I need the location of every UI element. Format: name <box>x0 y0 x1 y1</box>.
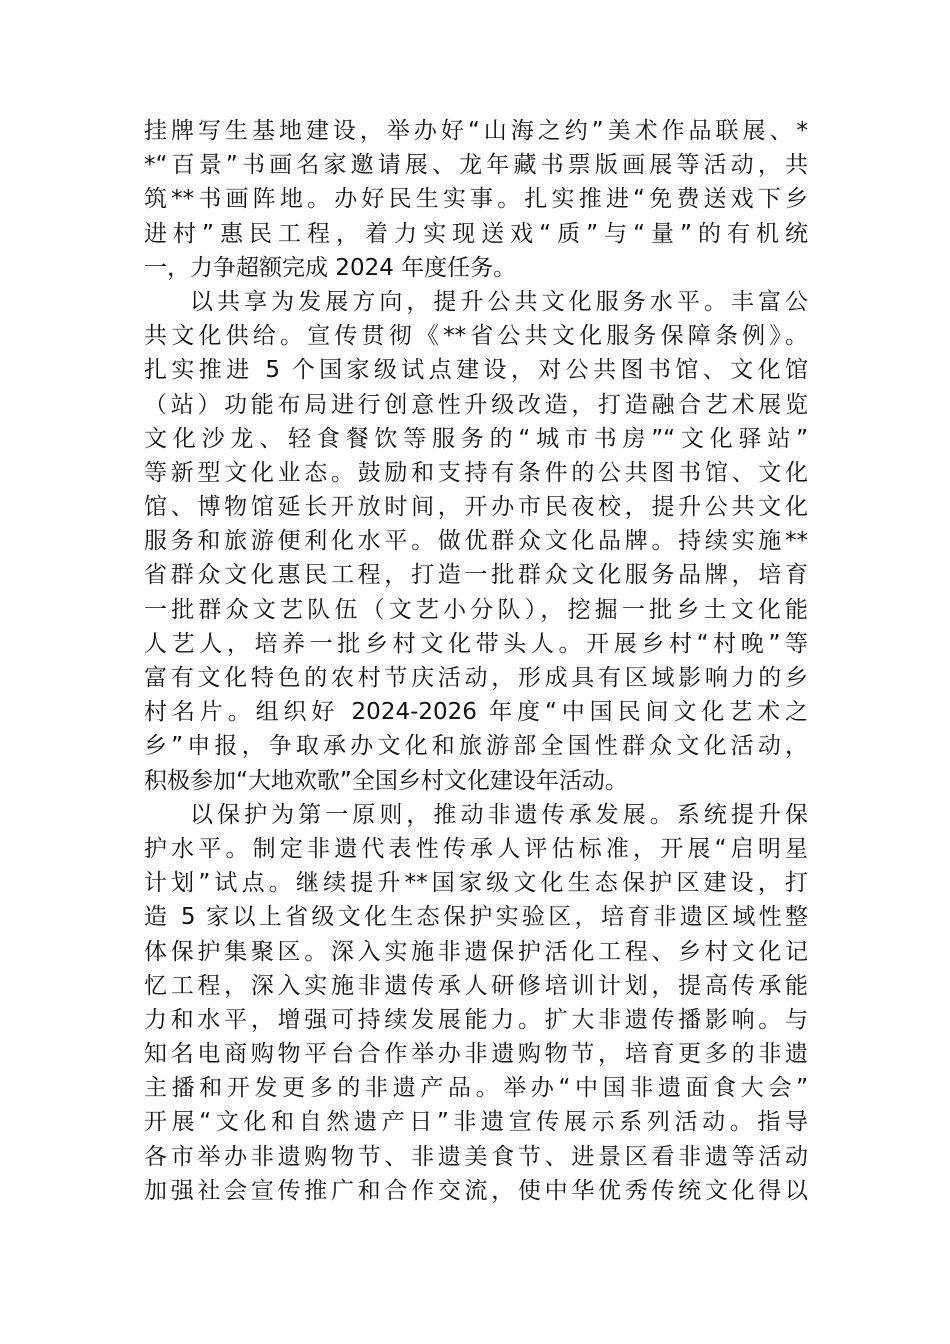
text-line: *“百景”书画名家邀请展、龙年藏书票版画展等活动，共 <box>144 152 808 179</box>
text-line: 体保护集聚区。深入实施非遗保护活化工程、乡村文化记 <box>144 938 808 965</box>
text-line: 主播和开发更多的非遗产品。举办“中国非遗面食大会” <box>144 1075 808 1102</box>
text-line: 共文化供给。宣传贯彻《**省公共文化服务保障条例》。 <box>144 323 808 350</box>
text-line: 筑**书画阵地。办好民生实事。扎实推进“免费送戏下乡 <box>144 186 808 213</box>
text-line: 富有文化特色的农村节庆活动，形成具有区域影响力的乡 <box>144 665 808 691</box>
text-line: 村名片。组织好 2024-2026 年度“中国民间文化艺术之 <box>144 699 808 726</box>
text-line: 以共享为发展方向，提升公共文化服务水平。丰富公 <box>190 288 808 315</box>
text-line: 进村”惠民工程，着力实现送戏“质”与“量”的有机统 <box>144 220 808 247</box>
text-line: 开展“文化和自然遗产日”非遗宣传展示系列活动。指导 <box>144 1109 808 1136</box>
text-line: 一批群众文艺队伍（文艺小分队），挖掘一批乡土文化能 <box>144 596 808 623</box>
text-line: 加强社会宣传推广和合作交流，使中华优秀传统文化得以 <box>144 1177 808 1204</box>
text-line: 造 5 家以上省级文化生态保护实验区，培育非遗区域性整 <box>144 904 808 931</box>
text-line: 省群众文化惠民工程，打造一批群众文化服务品牌，培育 <box>144 562 808 589</box>
text-line: 忆工程，深入实施非遗传承人研修培训计划，提高传承能 <box>144 972 808 999</box>
text-line: 扎实推进 5 个国家级试点建设，对公共图书馆、文化馆 <box>144 357 808 384</box>
text-line: 护水平。制定非遗代表性传承人评估标准，开展“启明星 <box>144 835 808 862</box>
text-line: 乡”申报，争取承办文化和旅游部全国性群众文化活动， <box>144 733 808 760</box>
text-line: 服务和旅游便利化水平。做优群众文化品牌。持续实施** <box>144 528 808 555</box>
text-line: 人艺人，培养一批乡村文化带头人。开展乡村“村晚”等 <box>144 630 808 657</box>
document-body <box>144 114 808 1208</box>
text-line: 积极参加“大地欢歌”全国乡村文化建设年活动。 <box>144 767 628 794</box>
text-line: 馆、博物馆延长开放时间，开办市民夜校，提升公共文化 <box>144 494 808 521</box>
text-line: 知名电商购物平台合作举办非遗购物节，培育更多的非遗 <box>144 1041 808 1068</box>
text-line: 挂牌写生基地建设，举办好“山海之约”美术作品联展、* <box>144 118 808 144</box>
text-line: 一，力争超额完成 2024 年度任务。 <box>144 254 517 281</box>
text-line: 各市举办非遗购物节、非遗美食节、进景区看非遗等活动 <box>144 1143 808 1170</box>
text-line: 以保护为第一原则，推动非遗传承发展。系统提升保 <box>190 801 808 828</box>
text-line: 力和水平，增强可持续发展能力。扩大非遗传播影响。与 <box>144 1006 808 1033</box>
text-line: 计划”试点。继续提升**国家级文化生态保护区建设，打 <box>144 870 808 897</box>
text-line: 等新型文化业态。鼓励和支持有条件的公共图书馆、文化 <box>144 459 808 486</box>
text-line: 文化沙龙、轻食餐饮等服务的“城市书房”“文化驿站” <box>144 425 808 452</box>
text-line: （站）功能布局进行创意性升级改造，打造融合艺术展览 <box>144 391 808 418</box>
